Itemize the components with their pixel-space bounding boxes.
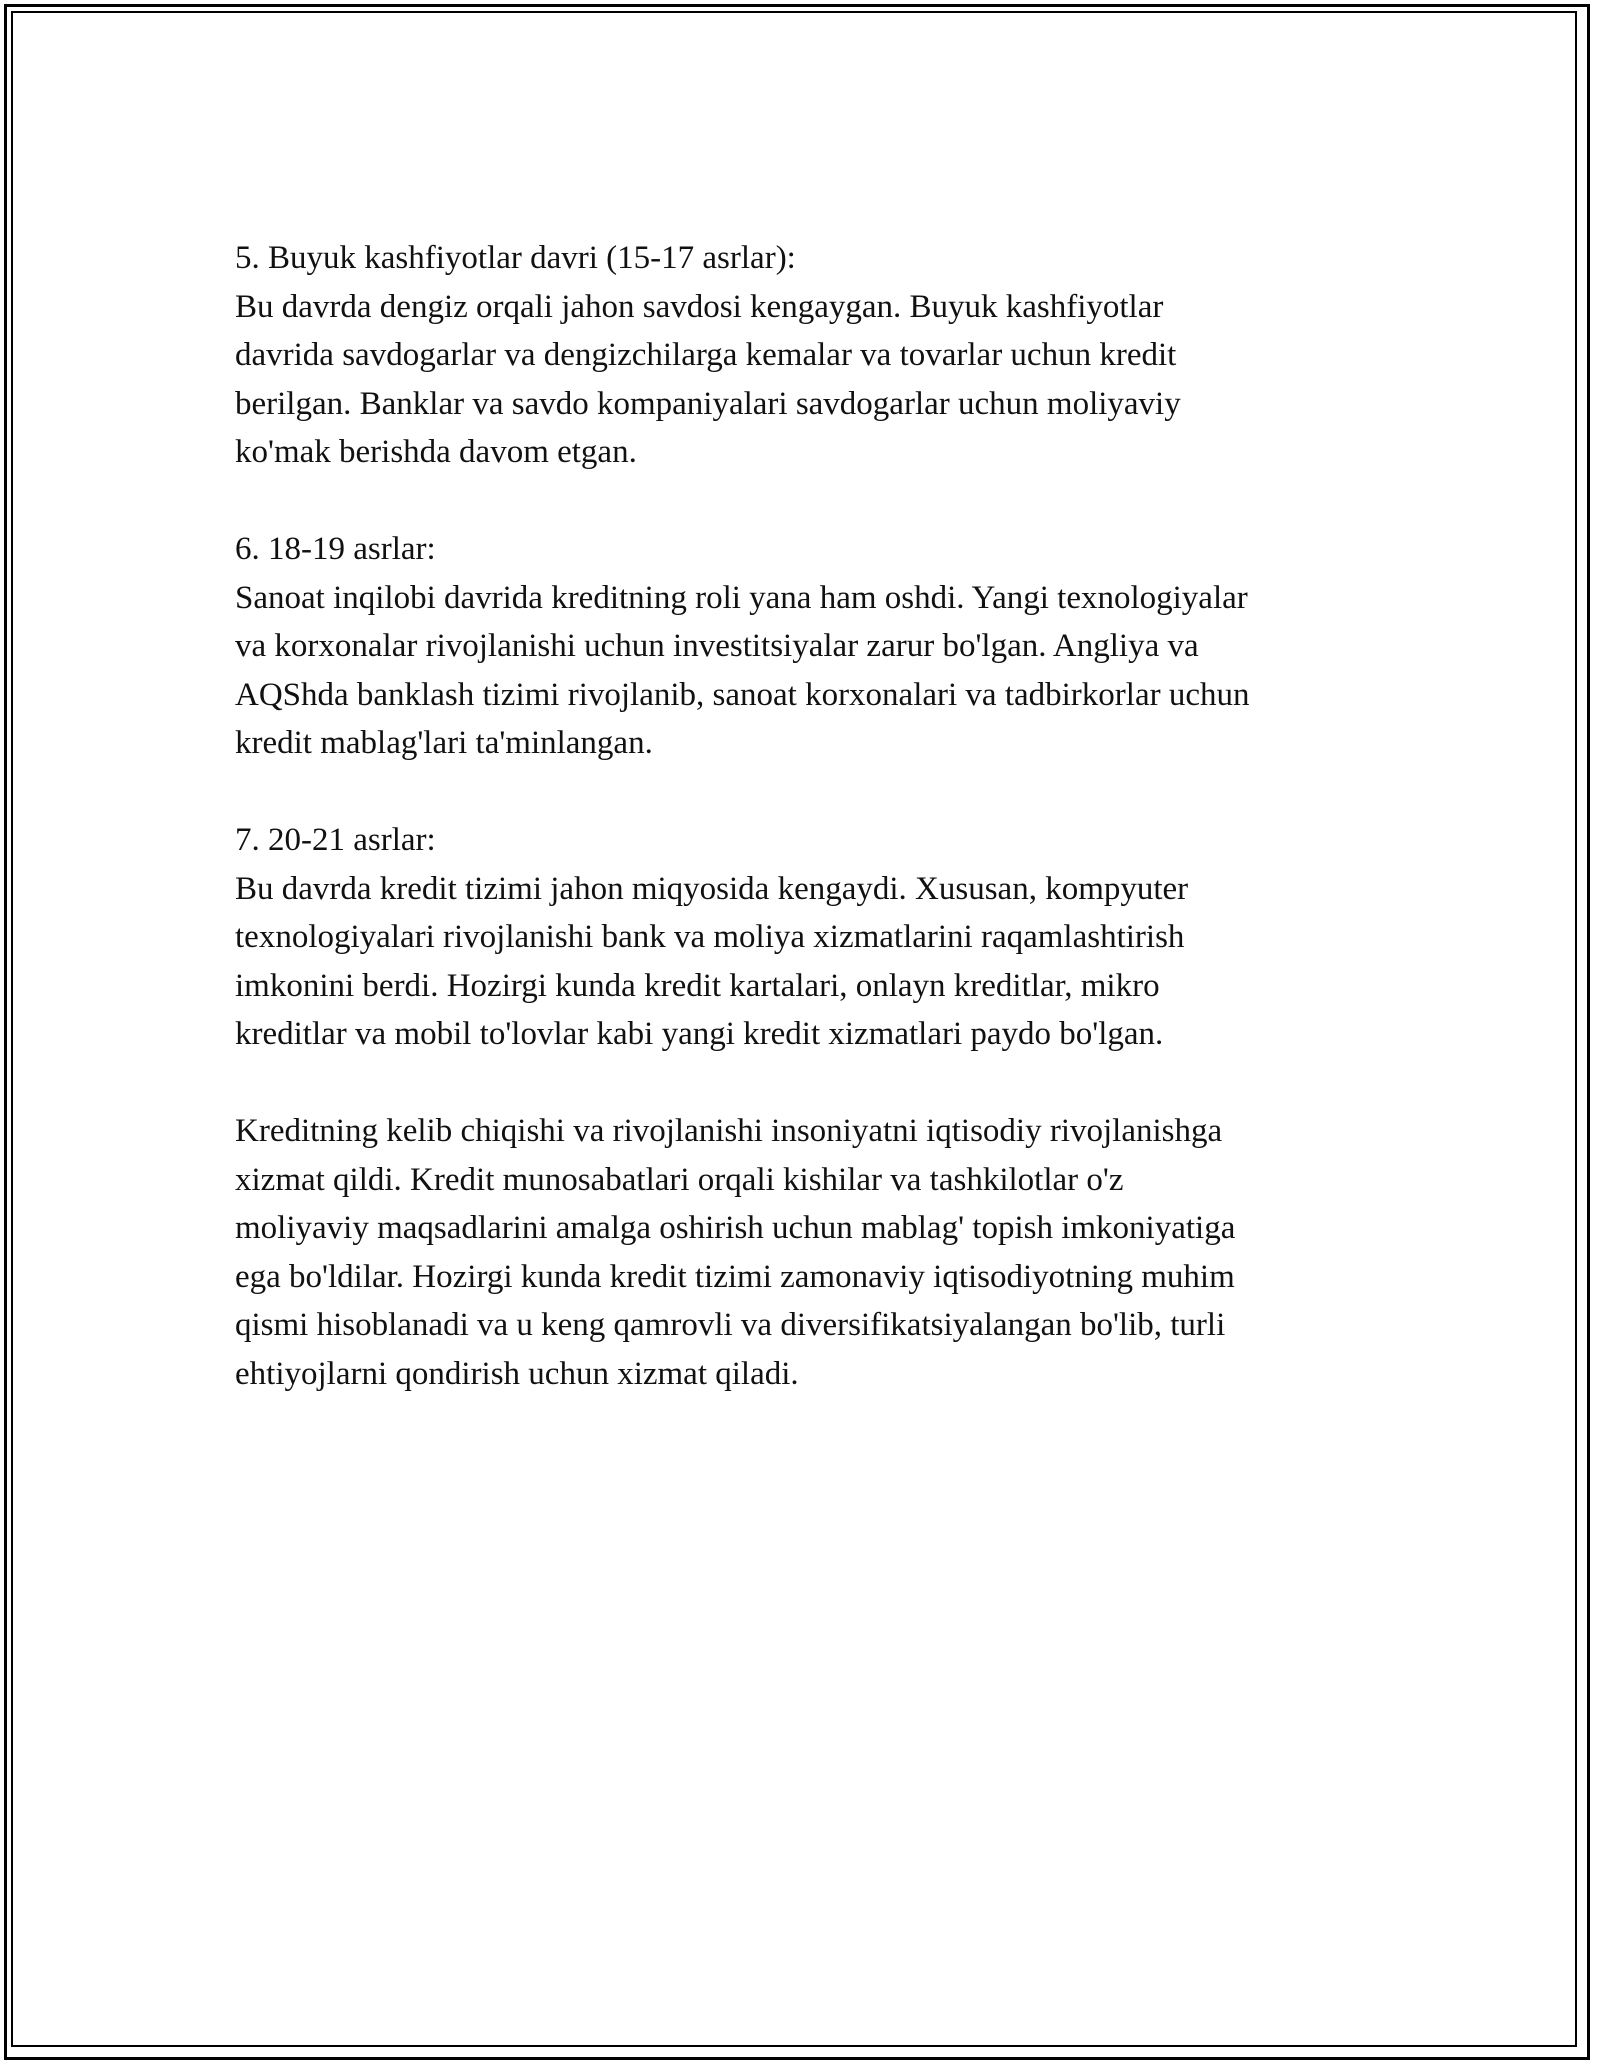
section-20-21-centuries bbox=[235, 816, 1395, 1059]
section-heading: 6. 18-19 asrlar: bbox=[235, 531, 436, 567]
section-conclusion bbox=[235, 1107, 1395, 1398]
section-paragraph: Bu davrda kredit tizimi jahon miqyosida kengaydi. Xususan, kompyuter texnologiyalari rivojlanishi bank va moliya xizmatlarini raqamlashtirish imkonini berdi. Hozirgi kunda kredit kartalari, onlayn kreditlar, mikro kreditlar va mobil to'lovlar kabi yangi kredit xizmatlari paydo bo'lgan. bbox=[235, 870, 1189, 1052]
section-18-19-centuries bbox=[235, 525, 1395, 768]
document-content bbox=[235, 234, 1395, 1447]
section-paragraph: Sanoat inqilobi davrida kreditning roli yana ham oshdi. Yangi texnologiyalar va korxonalar rivojlanishi uchun investitsiyalar zarur bo'lgan. Angliya va AQShda banklash tizimi rivojlanib, sanoat korxonalari va tadbirkorlar uchun kredit mablag'lari ta'minlangan. bbox=[235, 579, 1250, 761]
section-paragraph: Bu davrda dengiz orqali jahon savdosi kengaygan. Buyuk kashfiyotlar davrida savdogarlar va dengizchilarga kemalar va tovarlar uchun kredit berilgan. Banklar va savdo kompaniyalari savdogarlar uchun moliyaviy ko'mak berishda davom etgan. bbox=[235, 288, 1181, 470]
section-heading: 5. Buyuk kashfiyotlar davri (15-17 asrlar): bbox=[235, 240, 796, 276]
section-great-discoveries bbox=[235, 234, 1395, 477]
conclusion-paragraph: Kreditning kelib chiqishi va rivojlanishi insoniyatni iqtisodiy rivojlanishga xizmat qildi. Kredit munosabatlari orqali kishilar va tashkilotlar o'z moliyaviy maqsadlarini amalga oshirish uchun mablag' topish imkoniyatiga ega bo'ldilar. Hozirgi kunda kredit tizimi zamonaviy iqtisodiyotning muhim qismi hisoblanadi va u keng qamrovli va diversifikatsiyalangan bo'lib, turli ehtiyojlarni qondirish uchun xizmat qiladi. bbox=[235, 1113, 1236, 1392]
section-heading: 7. 20-21 asrlar: bbox=[235, 822, 436, 858]
